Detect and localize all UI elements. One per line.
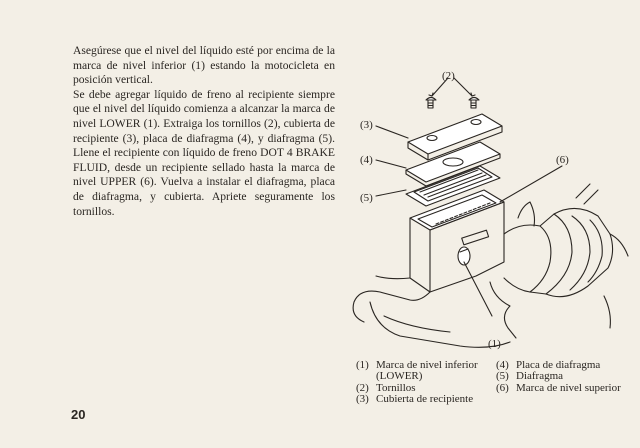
legend-label: Cubierta de recipiente [376,393,474,406]
callout-5-diaphragm: (5) [360,192,373,204]
legend-item [496,383,632,394]
legend-column-right [496,360,632,394]
legend-number: (5) [496,370,509,383]
legend-number: (4) [496,359,509,371]
screw-right [469,98,479,109]
legend-label: Marca de nivel inferior (LOWER) [376,359,478,383]
legend-label: Placa de diafragma [516,359,601,371]
legend-number: (3) [356,393,369,406]
callout-6-upper-mark: (6) [556,154,569,166]
callout-4-plate: (4) [360,154,373,166]
legend-label: Tornillos [376,381,416,394]
instructions-text [73,44,335,219]
legend-item [356,360,496,383]
brake-reservoir-illustration [340,66,630,356]
brake-reservoir-figure [340,66,630,356]
callout-3-cover: (3) [360,119,373,131]
legend-number: (2) [356,381,369,394]
legend-label: Marca de nivel superior [516,381,621,394]
paragraph-refill-procedure: Se debe agregar líquido de freno al recipiente siempre que el nivel del líquido comienza a alcanzar la marca de nivel LOWER (1). Extraiga los tornillos (2), cubierta de recipiente (3), placa de diafragma (4), y diafragma (5). Llene el recipiente con líquido de freno DOT 4 BRAKE FLUID, desde un recipiente sellado hasta la marca de nivel UPPER (6). Vuelva a instalar el diafragma, placa de diafragma, y cubierta. Apriete seguramente los tornillos. [73,87,335,218]
legend-number: (1) [356,359,369,371]
legend-item [356,394,496,405]
handlebar-assembly [353,184,628,347]
legend-number: (6) [496,381,509,394]
legend-column-left [356,360,496,406]
page-number: 20 [71,407,86,422]
paragraph-level-check: Asegúrese que el nivel del líquido esté por encima de la marca de nivel inferior (1) estando la motocicleta en posición vertical. [73,44,335,87]
legend-label: Diafragma [516,370,564,383]
callout-1-lower-mark: (1) [488,338,501,350]
screw-left [426,98,436,109]
callout-2-screws: (2) [442,70,455,82]
